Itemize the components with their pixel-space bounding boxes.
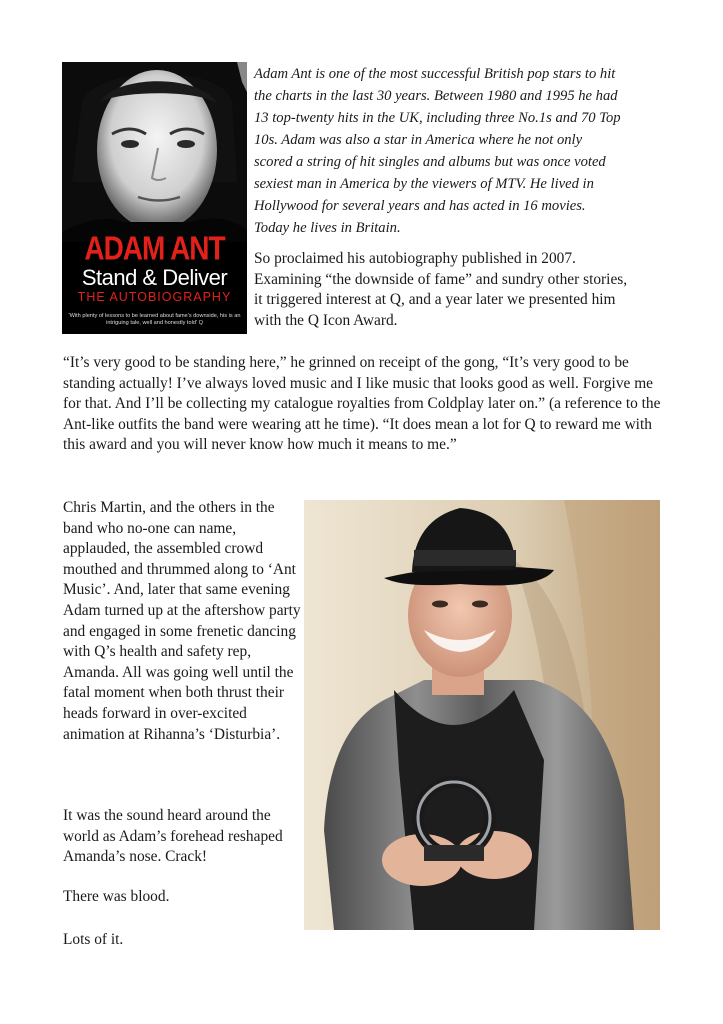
cover-portrait-image [62, 62, 247, 242]
cover-quote: 'With plenty of lessons to be learned about fame's downside, his is an intriguing tale, well and honestly told' Q [68, 313, 241, 326]
paragraph-chris-martin: Chris Martin, and the others in the band who no-one can name, applauded, the assembled crowd mouthed and thrummed along to ‘Ant Music’. And, later that same evening Adam turned up at the aftershow party and engaged in some frenetic dancing with Q’s health and safety rep, Amanda. All was going well until the fatal moment when both thrust their heads forward in over-excited animation at Rihanna’s ‘Disturbia’. [63, 499, 301, 743]
cover-title: Stand & Deliver [81, 265, 228, 290]
intro-paragraph: Adam Ant is one of the most successful British pop stars to hit the charts in the last 30 years. Between 1980 and 1995 he had 13 top-twenty hits in the UK, including three No.1s and 70 Top 10s. Adam was also a star in America where he not only scored a string of hit singles and albums but was once voted sexiest man in America by the viewers of MTV. He lived in Hollywood for several years and has acted in 16 movies. Today he lives in Britain. [254, 66, 621, 236]
cover-subtitle: THE AUTOBIOGRAPHY [77, 290, 232, 304]
paragraph-lots: Lots of it. [63, 931, 124, 948]
paragraph-crack: It was the sound heard around the world as Adam’s forehead reshaped Amanda’s nose. Crack! [63, 807, 283, 866]
paragraph-quote: “It’s very good to be standing here,” he grinned on receipt of the gong, “It’s very good to be standing actually! I’ve always loved music and I like music that looks good as well. Forgive me for that. And I’ll be collecting my catalogue royalties from Coldplay later on.” (a reference to the Ant-like outfits the band were wearing att he time). “It does mean a lot for Q to reward me with this award and you will never know how much it means to me.” [63, 354, 661, 454]
cover-author: ADAM ANT [84, 230, 225, 267]
paragraph-autobiography: So proclaimed his autobiography published in 2007. Examining “the downside of fame” and sundry other stories, it triggered interest at Q, and a year later we presented him with the Q Icon Award. [254, 250, 628, 329]
award-photo-image [304, 500, 660, 930]
paragraph-blood: There was blood. [63, 888, 170, 905]
book-cover [62, 62, 247, 334]
award-photo [304, 500, 660, 930]
